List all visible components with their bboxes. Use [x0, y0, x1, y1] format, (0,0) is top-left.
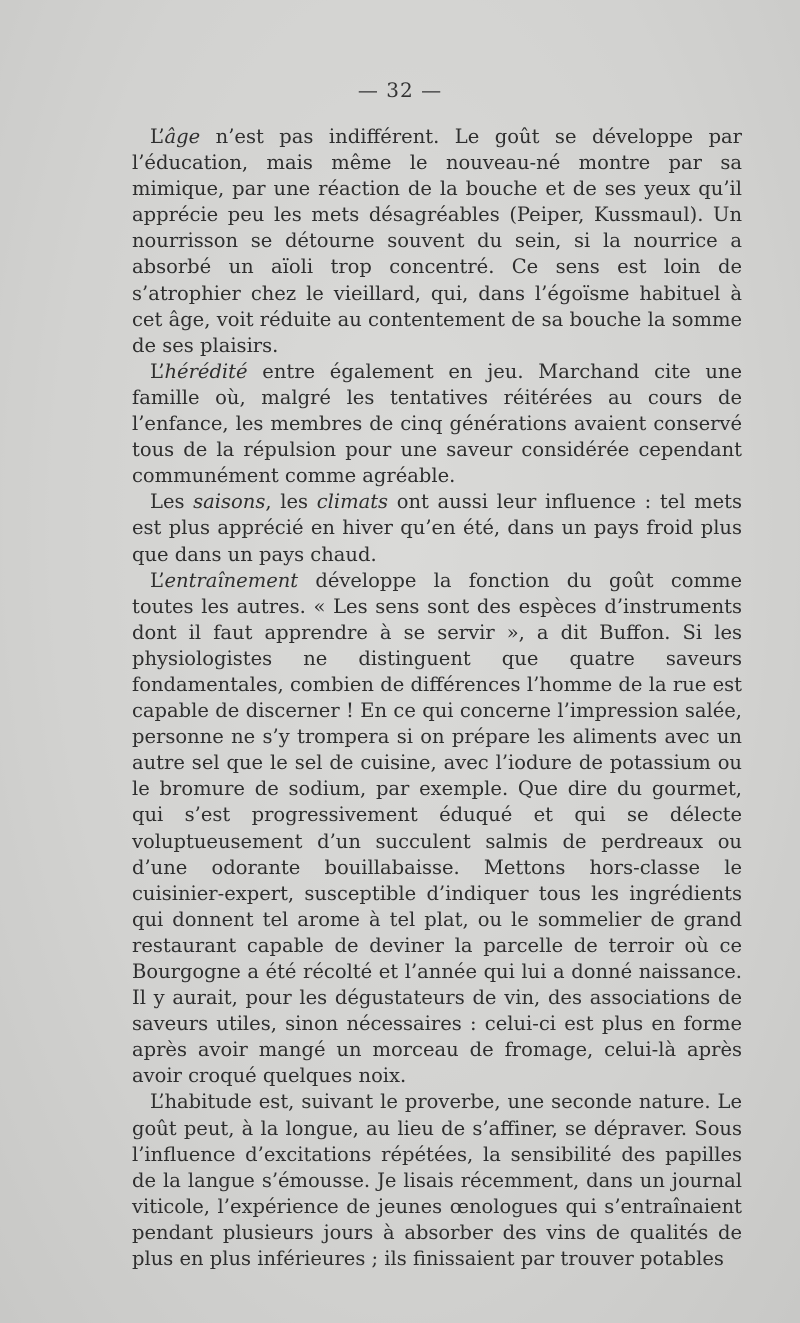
paragraph-heredite	[132, 359, 742, 489]
paragraph-text: ont aussi leur influence : tel mets est plus apprécié en hiver qu’en été, dans un pays froid plus que dans un pays chaud.	[132, 490, 742, 566]
paragraph-age	[132, 124, 742, 359]
paragraph-text: L’habitude est, suivant le proverbe, une seconde nature. Le goût peut, à la longue, au lieu de s’affiner, se dépraver. Sous l’influence d’excitations répétées, la sensibilité des papilles de la langue s’émousse. Je lisais récemment, dans un journal viticole, l’expérience de jeunes œnologues qui s’entraînaient pendant plusieurs jours à absorber des vins de qualités de plus en plus inférieures ; ils finissaient par trouver potables	[132, 1090, 742, 1271]
paragraph-entrainement	[132, 568, 742, 1090]
paragraph-term: saisons	[193, 490, 266, 514]
paragraph-term: entraînement	[164, 568, 299, 592]
paragraph-text: n’est pas indifférent. Le goût se développe par l’éducation, mais même le nouveau-né montre par sa mimique, par une réaction de la bouche et de ses yeux qu’il apprécie peu les mets désagréables (Peiper, Kussmaul). Un nourrisson se détourne souvent du sein, si la nourrice a absorbé un aïoli trop concentré. Ce sens est loin de s’atrophier chez le vieillard, qui, dans l’égoïsme habituel à cet âge, voit réduite au contentement de sa bouche la somme de ses plaisirs.	[132, 125, 742, 357]
paragraph-term-2: climats	[316, 490, 389, 514]
paragraph-term: âge	[164, 125, 201, 148]
paragraph-text: développe la fonction du goût comme toutes les autres. « Les sens sont des espèces d’instruments dont il faut apprendre à se servir », a dit Buffon. Si les physiologistes ne distinguent que quatre saveurs fondamentales, combien de différences l’homme de la rue est capable de discerner ! En ce qui concerne l’impression salée, personne ne s’y trompera si on prépare les aliments avec un autre sel que le sel de cuisine, avec l’iodure de potassium ou le bromure de sodium, par exemple. Que dire du gourmet, qui s’est progressivement éduqué et qui se délecte voluptueusement d’un succulent salmis de perdreaux ou d’une odorante bouillabaisse. Mettons hors-classe le cuisinier-expert, susceptible d’indiquer tous les ingrédients qui donnent tel arome à tel plat, ou le sommelier de grand restaurant capable de deviner la parcelle de terroir où ce Bourgogne a été récolté et l’année qui lui a donné naissance. Il y aurait, pour les dégustateurs de vin, des associations de saveurs utiles, sinon nécessaires : celui-ci est plus en forme après avoir mangé un morceau de fromage, celui-là après avoir croqué quelques noix.	[132, 568, 742, 1088]
paragraph-lead: Les	[150, 490, 194, 514]
paragraph-saisons	[132, 489, 742, 567]
paragraph-lead: L’	[150, 359, 165, 383]
page-number: — 32 —	[357, 78, 443, 102]
body-text	[132, 124, 742, 1272]
paragraph-lead: L’	[150, 568, 165, 592]
paragraph-habitude	[132, 1089, 742, 1272]
paragraph-lead: L’	[150, 125, 165, 148]
paragraph-term: hérédité	[164, 359, 248, 383]
paragraph-mid: , les	[265, 490, 317, 514]
paragraph-text: entre également en jeu. Marchand cite une famille où, malgré les tentatives réitérées au cours de l’enfance, les membres de cinq générations avaient conservé tous de la répulsion pour une saveur considérée cependant communément comme agréable.	[132, 359, 742, 488]
